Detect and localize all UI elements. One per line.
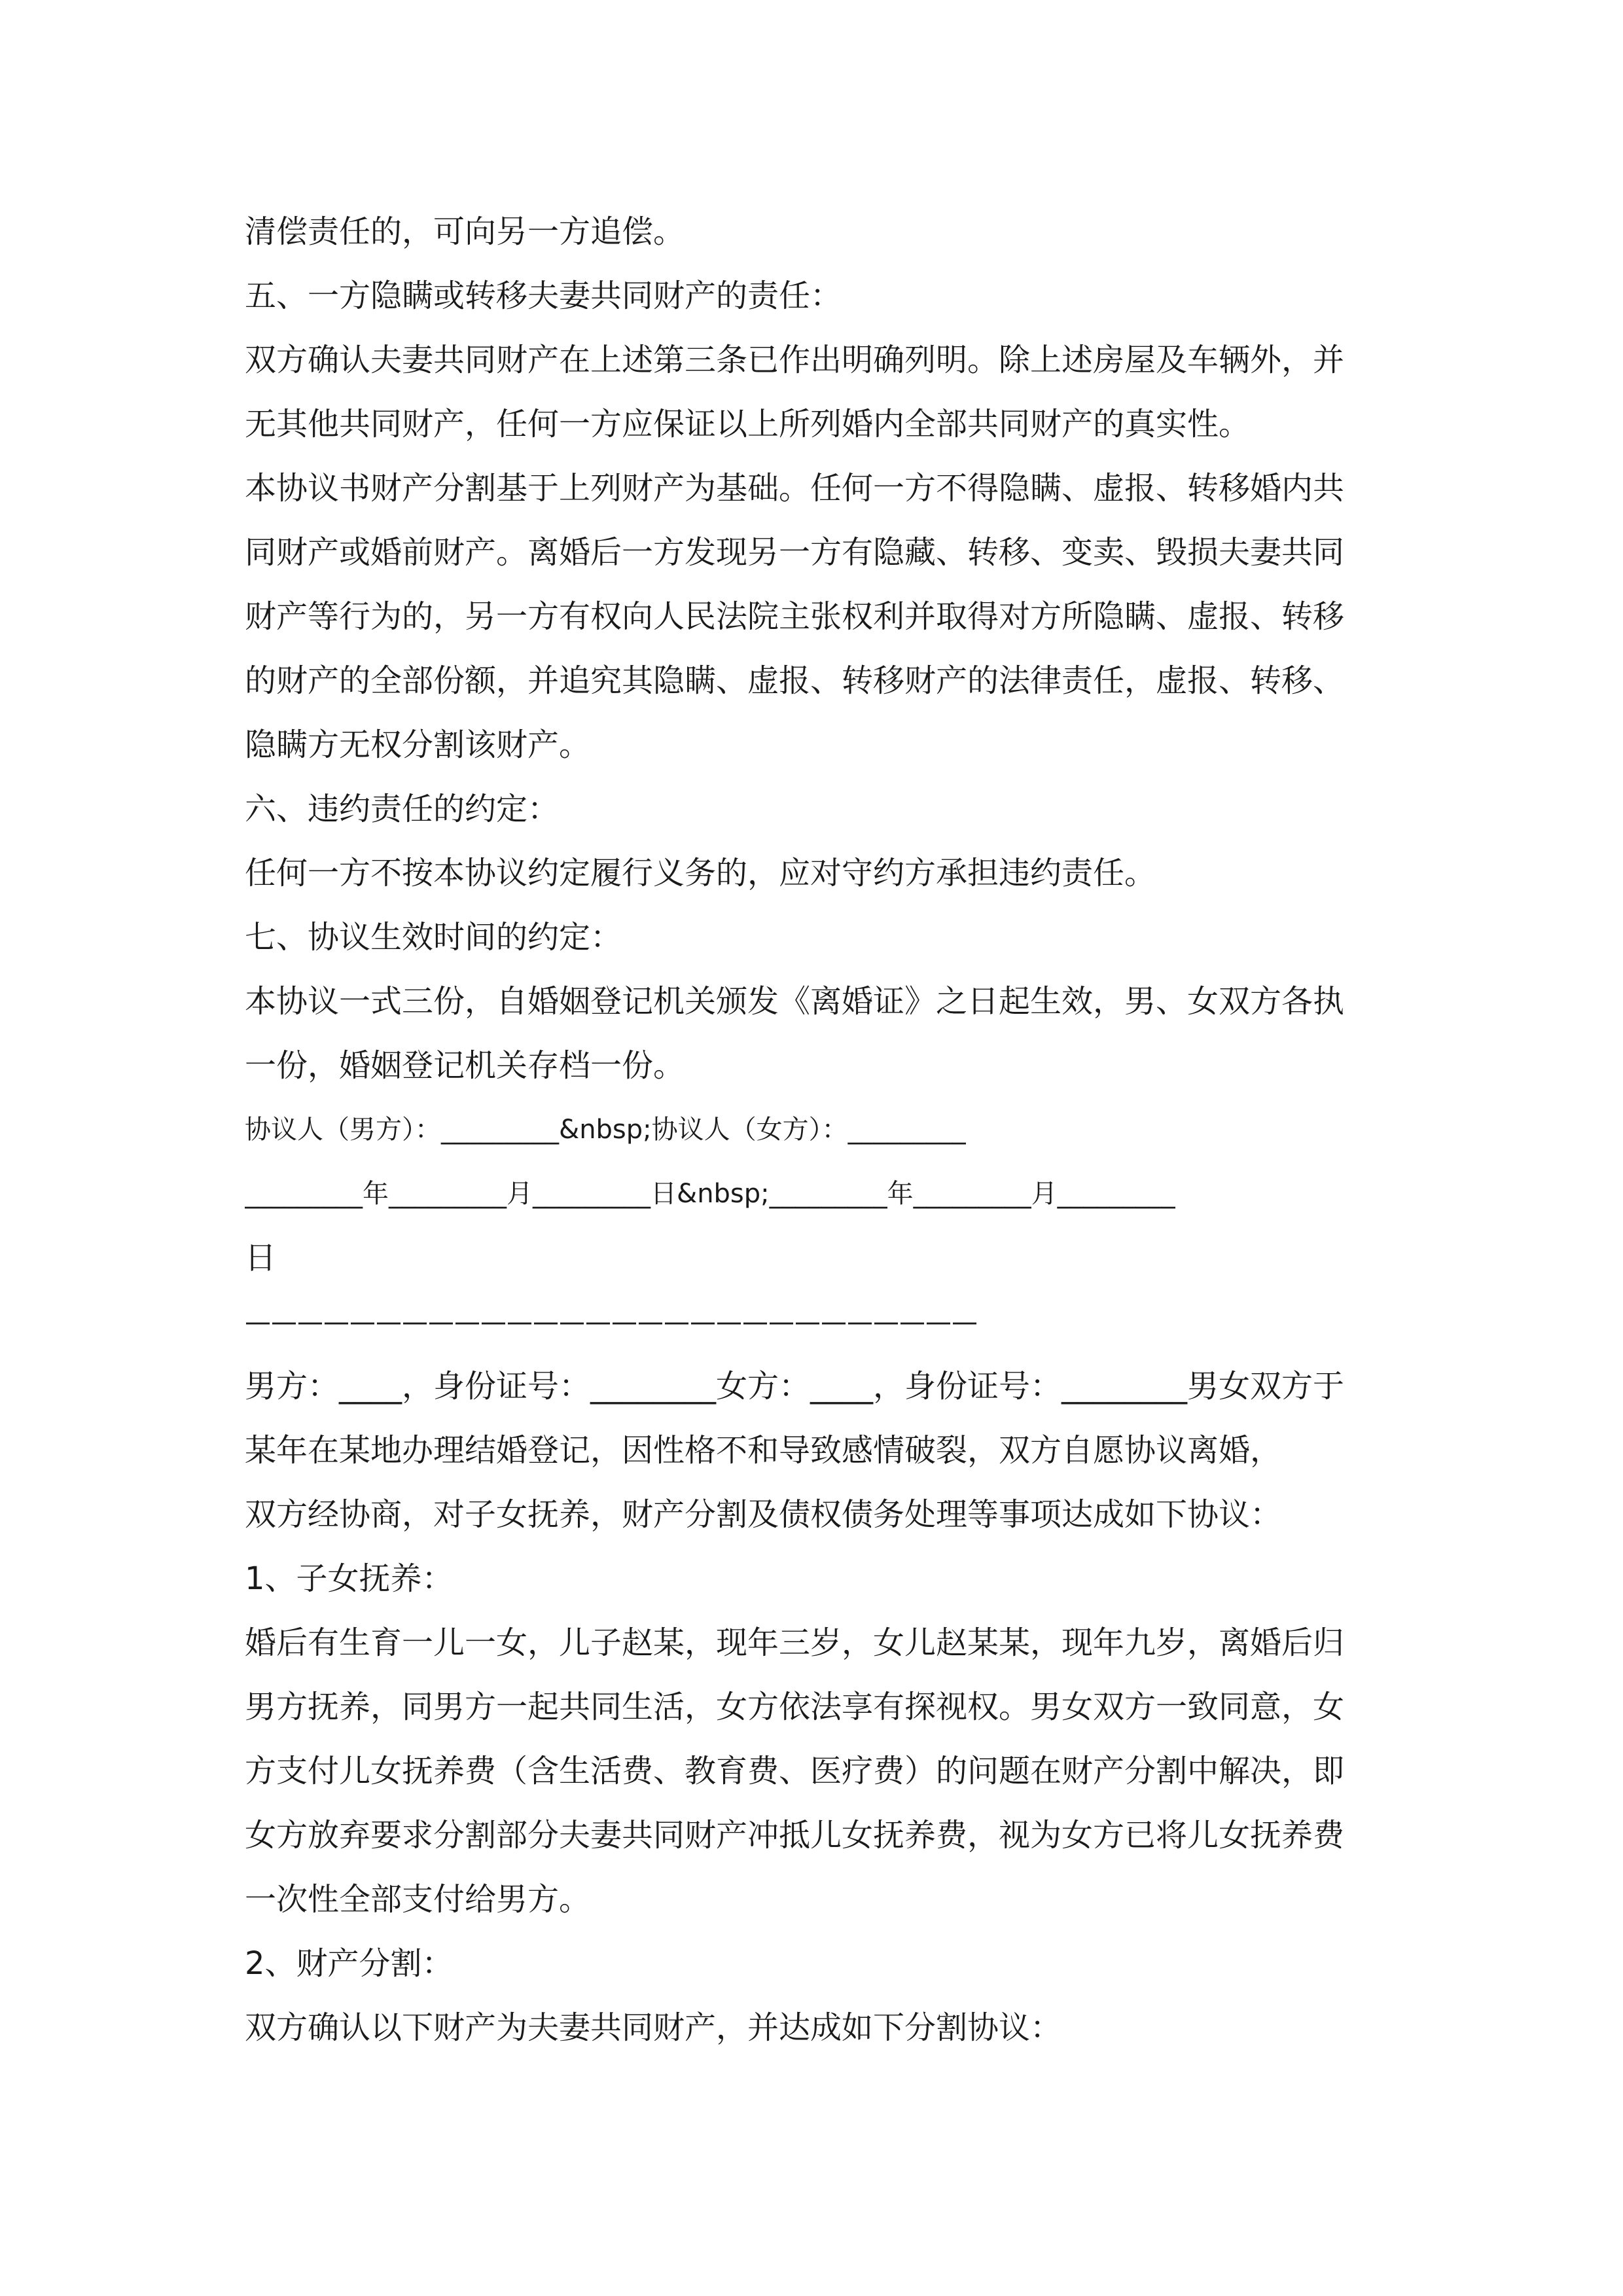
section-heading: 六、违约责任的约定：: [245, 791, 560, 827]
section-heading: 七、协议生效时间的约定：: [245, 919, 622, 956]
text-line: 男方抚养，同男方一起共同生活，女方依法享有探视权。男女双方一致同意，女: [245, 1689, 1345, 1725]
separator-line: ————————————————————————————: [245, 1307, 978, 1337]
text-line: 双方确认以下财产为夫妻共同财产，并达成如下分割协议：: [245, 2009, 1062, 2046]
section-heading: 2、财产分割：: [245, 1945, 454, 1982]
text-line: 方支付儿女抚养费（含生活费、教育费、医疗费）的问题在财产分割中解决，即: [245, 1753, 1345, 1789]
text-line: 的财产的全部份额，并追究其隐瞒、虚报、转移财产的法律责任，虚报、转移、: [245, 662, 1345, 699]
text-line: 双方确认夫妻共同财产在上述第三条已作出明确列明。除上述房屋及车辆外，并: [245, 342, 1345, 378]
section-heading: 1、子女抚养：: [245, 1560, 454, 1597]
text-line: 某年在某地办理结婚登记，因性格不和导致感情破裂，双方自愿协议离婚，: [245, 1432, 1282, 1469]
text-line: 任何一方不按本协议约定履行义务的，应对守约方承担违约责任。: [245, 855, 1156, 891]
text-line: 双方经协商，对子女抚养，财产分割及债权债务处理等事项达成如下协议：: [245, 1496, 1282, 1533]
text-line: 隐瞒方无权分割该财产。: [245, 726, 591, 763]
text-line: 一份，婚姻登记机关存档一份。: [245, 1047, 685, 1084]
text-line: 一次性全部支付给男方。: [245, 1881, 591, 1918]
section-heading: 五、一方隐瞒或转移夫妻共同财产的责任：: [245, 278, 842, 314]
signature-line: 协议人（男方）：_________&nbsp;协议人（女方）：_________: [245, 1115, 966, 1145]
text-line: 财产等行为的，另一方有权向人民法院主张权利并取得对方所隐瞒、虚报、转移: [245, 598, 1345, 635]
text-line: 本协议书财产分割基于上列财产为基础。任何一方不得隐瞒、虚报、转移婚内共: [245, 470, 1345, 507]
document-body: [245, 200, 1381, 2060]
text-line: 女方放弃要求分割部分夫妻共同财产冲抵儿女抚养费，视为女方已将儿女抚养费: [245, 1817, 1345, 1854]
text-line: 本协议一式三份，自婚姻登记机关颁发《离婚证》之日起生效，男、女双方各执: [245, 983, 1345, 1020]
text-line: 日: [245, 1240, 277, 1276]
text-line: 婚后有生育一儿一女，儿子赵某，现年三岁，女儿赵某某，现年九岁，离婚后归: [245, 1624, 1345, 1661]
text-line: 同财产或婚前财产。离婚后一方发现另一方有隐藏、转移、变卖、毁损夫妻共同: [245, 534, 1345, 571]
date-line: _________年_________月_________日&nbsp;_________年_________月_________: [245, 1179, 1175, 1209]
party-info-line: 男方：____，身份证号：________女方：____，身份证号：________男女双方于: [245, 1368, 1345, 1405]
text-line: 清偿责任的，可向另一方追偿。: [245, 213, 685, 250]
text-line: 无其他共同财产，任何一方应保证以上所列婚内全部共同财产的真实性。: [245, 406, 1251, 442]
